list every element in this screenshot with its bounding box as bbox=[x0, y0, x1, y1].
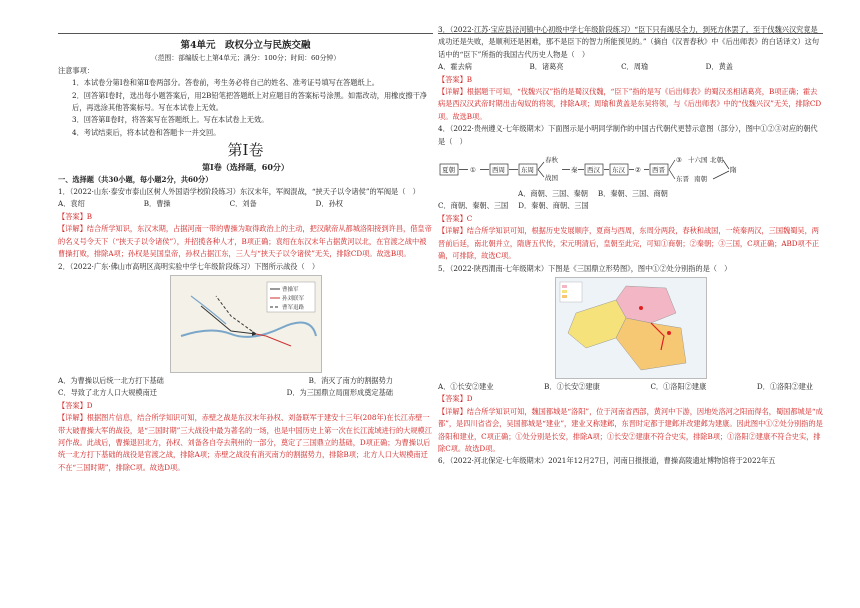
tl-1: ① bbox=[470, 166, 476, 175]
q3-option-d: D．黄盖 bbox=[705, 62, 733, 72]
q3-stem: 3．（2022·江苏·宝应县泾河镇中心初级中学七年级阶段练习）“臣下只有竭尽全力，到死方休罢了，至于伐魏兴汉究竟是成功还是失败，是顺利还是困难，那不是臣下的智力所能预见的。”（摘自《汉晋春秋》中《后出师表》的白话译文）这句话中的“臣下”所指的我国古代历史人物是（ ） bbox=[438, 25, 820, 59]
q1-option-b: B．曹操 bbox=[143, 199, 171, 209]
tl-3: ③ bbox=[676, 156, 682, 165]
q2-option-b: B．消灭了南方的割据势力 bbox=[308, 375, 393, 385]
q3-options bbox=[438, 61, 823, 73]
q4-options bbox=[438, 188, 823, 200]
tl-dongjin: 东晋 bbox=[676, 175, 689, 184]
q1-option-d: D．孙权 bbox=[315, 199, 343, 209]
tl-xizhou: 西周 bbox=[492, 166, 505, 175]
tl-donghan: 东汉 bbox=[612, 166, 625, 175]
q4-answer: 【答案】C bbox=[438, 213, 473, 223]
tl-2: ② bbox=[635, 166, 641, 175]
tl-dongzhou: 东周 bbox=[521, 166, 534, 175]
volume-title: 第Ⅰ卷 bbox=[227, 141, 264, 160]
q1-option-c: C．刘备 bbox=[229, 199, 257, 209]
q4-option-b: B．秦朝、三国、商朝 bbox=[597, 189, 668, 199]
chibi-battle-map bbox=[170, 275, 322, 373]
q1-explanation: 【详解】结合所学知识，东汉末期，占据河南一带的曹操为取得政治上的主动，把汉献帝从都城洛阳接到许昌，借皇帝的名义号令天下（“挟天子以令诸侯”），并招揽各种人才，B项正确；袁绍在东汉末年占据黄河以北，在官渡之战中被曹操打败，排除A项；孙权是吴国皇帝，孙权占据江东，三人与“挟天子以令诸侯”无关，排除CD项。故选B项。 bbox=[58, 224, 432, 259]
q6-stem: 6．（2022·河北保定·七年级期末）2021年12月27日，河南日报报道，曹操高陵遗址博物馆将于2022年五 bbox=[438, 456, 776, 466]
tl-sui: 隋 bbox=[730, 166, 737, 175]
q4-option-a: A．商朝、三国、秦朝 bbox=[518, 189, 588, 199]
tl-zhanguo: 战国 bbox=[545, 174, 558, 183]
q5-stem: 5．（2022·陕西渭南·七年级期末）下图是《三国鼎立形势图》，图中①②处分别指的是（ ） bbox=[438, 263, 732, 273]
q2-answer: 【答案】D bbox=[58, 400, 93, 410]
map-legend-sunliu: 孙刘联军 bbox=[281, 295, 304, 302]
q5-option-c: C．①洛阳②建康 bbox=[650, 381, 707, 391]
left-column bbox=[58, 40, 433, 474]
q2-options-row1 bbox=[58, 375, 433, 387]
map-legend-retreat: 曹军退路 bbox=[281, 304, 304, 311]
q5-explanation: 【详解】结合所学知识可知，魏国都城是“洛阳”，位于河南省西部，黄河中下游，因地处洛河之阳而得名，蜀国都城是“成都”，是四川省省会，吴国都城是“建业”，建业又称建邺，东晋时定都于建邺并改建邺为建康。因此图中①②处分别指的是洛阳和建业，C项正确；①处分别是长安，排除A项；①长安②建康不符合史实，排除B项；①洛阳②建康不符合史实，排除C项。故选D项。 bbox=[438, 406, 823, 453]
q2-option-d: D．为三国鼎立局面形成奠定基础 bbox=[286, 388, 393, 398]
section-heading: 一、选择题（共30小题，每小题2分，共60分） bbox=[58, 174, 213, 184]
map-legend-cao: 曹操军 bbox=[281, 286, 299, 293]
unit-title: 第4单元 政权分立与民族交融 bbox=[180, 40, 311, 51]
q5-option-d: D．①洛阳②建业 bbox=[756, 381, 813, 391]
q1-options bbox=[58, 198, 433, 210]
notice-1: 1．本试卷分第Ⅰ卷和第Ⅱ卷两部分。答卷前，考生务必将自己的姓名、准考证号填写在答题纸上。 bbox=[72, 78, 379, 88]
notice-4: 4．考试结束后，将本试卷和答题卡一并交回。 bbox=[72, 127, 221, 137]
q2-option-a: A．为曹操以后统一北方打下基础 bbox=[58, 375, 164, 385]
dynasty-timeline bbox=[438, 150, 738, 188]
q5-options bbox=[438, 381, 823, 393]
notice-2: 2．回答第Ⅰ卷时，选出每小题答案后，用2B铅笔把答题纸上对应题目的答案标号涂黑。如需改动，用橡皮擦干净后，再选涂其他答案标号。写在本试卷上无效。 bbox=[72, 90, 428, 113]
q4-option-d: D．秦朝、商朝、三国 bbox=[518, 201, 589, 211]
q3-option-c: C．周瑜 bbox=[621, 62, 649, 72]
notice-3: 3．回答第Ⅱ卷时，将答案写在答题纸上。写在本试卷上无效。 bbox=[72, 115, 269, 125]
q5-answer: 【答案】D bbox=[438, 394, 473, 404]
volume-subtitle: 第Ⅰ卷（选择题，60分） bbox=[202, 162, 289, 173]
q1-answer: 【答案】B bbox=[58, 211, 93, 221]
q3-answer: 【答案】B bbox=[438, 74, 473, 84]
q1-stem: 1．（2022·山东·泰安市泰山区树人外国语学校阶段练习）东汉末年，军阀混战，“挟天子以令诸侯”的军阀是（ ） bbox=[58, 187, 420, 197]
tl-xijin: 西晋 bbox=[652, 166, 665, 175]
tl-xia: 夏朝 bbox=[442, 166, 455, 175]
header-rule-left bbox=[58, 33, 433, 34]
q3-explanation: 【详解】根据题干可知，“伐魏兴汉”指的是蜀汉伐魏，“臣下”指的是写《后出师表》的蜀汉丞相诸葛亮，B项正确；霍去病是西汉汉武帝时期出击匈奴的将领，排除A项；周瑜和黄盖是东吴将领，与《后出师表》中的“伐魏兴汉”无关，排除CD项。故选B项。 bbox=[438, 87, 822, 121]
tl-chunqiu: 春秋 bbox=[545, 156, 558, 165]
q4-options-row2 bbox=[438, 200, 823, 212]
tl-shiliuguo: 十六国 bbox=[688, 156, 708, 165]
tl-beichao: 北朝 bbox=[710, 156, 723, 165]
q5-option-b: B．①长安②建康 bbox=[544, 381, 600, 391]
q4-explanation: 【详解】结合所学知识可知，根据历史发展顺序，夏商与西周，东周分两段，春秋和战国，一统秦两汉，三国魏蜀吴，两晋前后延，南北朝并立，隋唐五代传，宋元明清后，皇朝至此完，可知①商朝；②秦朝；③三国，C项正确；ABD项不正确，可排除，故选C项。 bbox=[438, 226, 820, 261]
q3-option-a: A．霍去病 bbox=[438, 62, 472, 72]
notice-title: 注意事项： bbox=[58, 65, 94, 75]
three-kingdoms-map bbox=[555, 277, 707, 379]
tl-qin: 秦 bbox=[571, 166, 578, 175]
q2-options-row2 bbox=[58, 387, 433, 399]
tl-xihan: 西汉 bbox=[587, 166, 600, 175]
tl-nanchao: 南朝 bbox=[694, 175, 707, 184]
right-column bbox=[438, 24, 823, 468]
q5-option-a: A．①长安②建业 bbox=[438, 381, 494, 391]
exam-scope: （范围：部编版七上第4单元；满分：100分；时间：60分钟） bbox=[150, 54, 341, 63]
q4-option-c: C．商朝、秦朝、三国 bbox=[438, 201, 509, 211]
q2-stem: 2．（2022·广东·佛山市高明区高明实验中学七年级阶段练习）下图所示战役（ ） bbox=[58, 261, 320, 271]
q3-option-b: B．诸葛亮 bbox=[529, 62, 564, 72]
q2-explanation: 【详解】根据图片信息，结合所学知识可知，赤壁之战是东汉末年孙权、刘备联军于建安十三年(208年)在长江赤壁一带大破曹操大军的战役，是“三国时期”三大战役中最为著名的一场，也是中国历史上第一次在长江流域进行的大规模江河作战。此战后，曹操退回北方，孙权、刘备各自夺去荆州的一部分，奠定了三国鼎立的基础，D项正确；为曹操以后统一北方打下基础的战役是官渡之战，排除A项；赤壁之战没有消灭南方的割据势力，排除B项；北方人口大规模南迁不在“三国时期”，排除C项。故选D项。 bbox=[58, 413, 432, 472]
q4-stem: 4．（2022·贵州遵义·七年级期末）下面图示是小明同学制作的中国古代朝代更替示意图（部分），图中①②③对应的朝代是（ ） bbox=[438, 124, 818, 146]
q1-option-a: A．袁绍 bbox=[58, 199, 85, 209]
q2-option-c: C．导致了北方人口大规模南迁 bbox=[58, 388, 157, 398]
